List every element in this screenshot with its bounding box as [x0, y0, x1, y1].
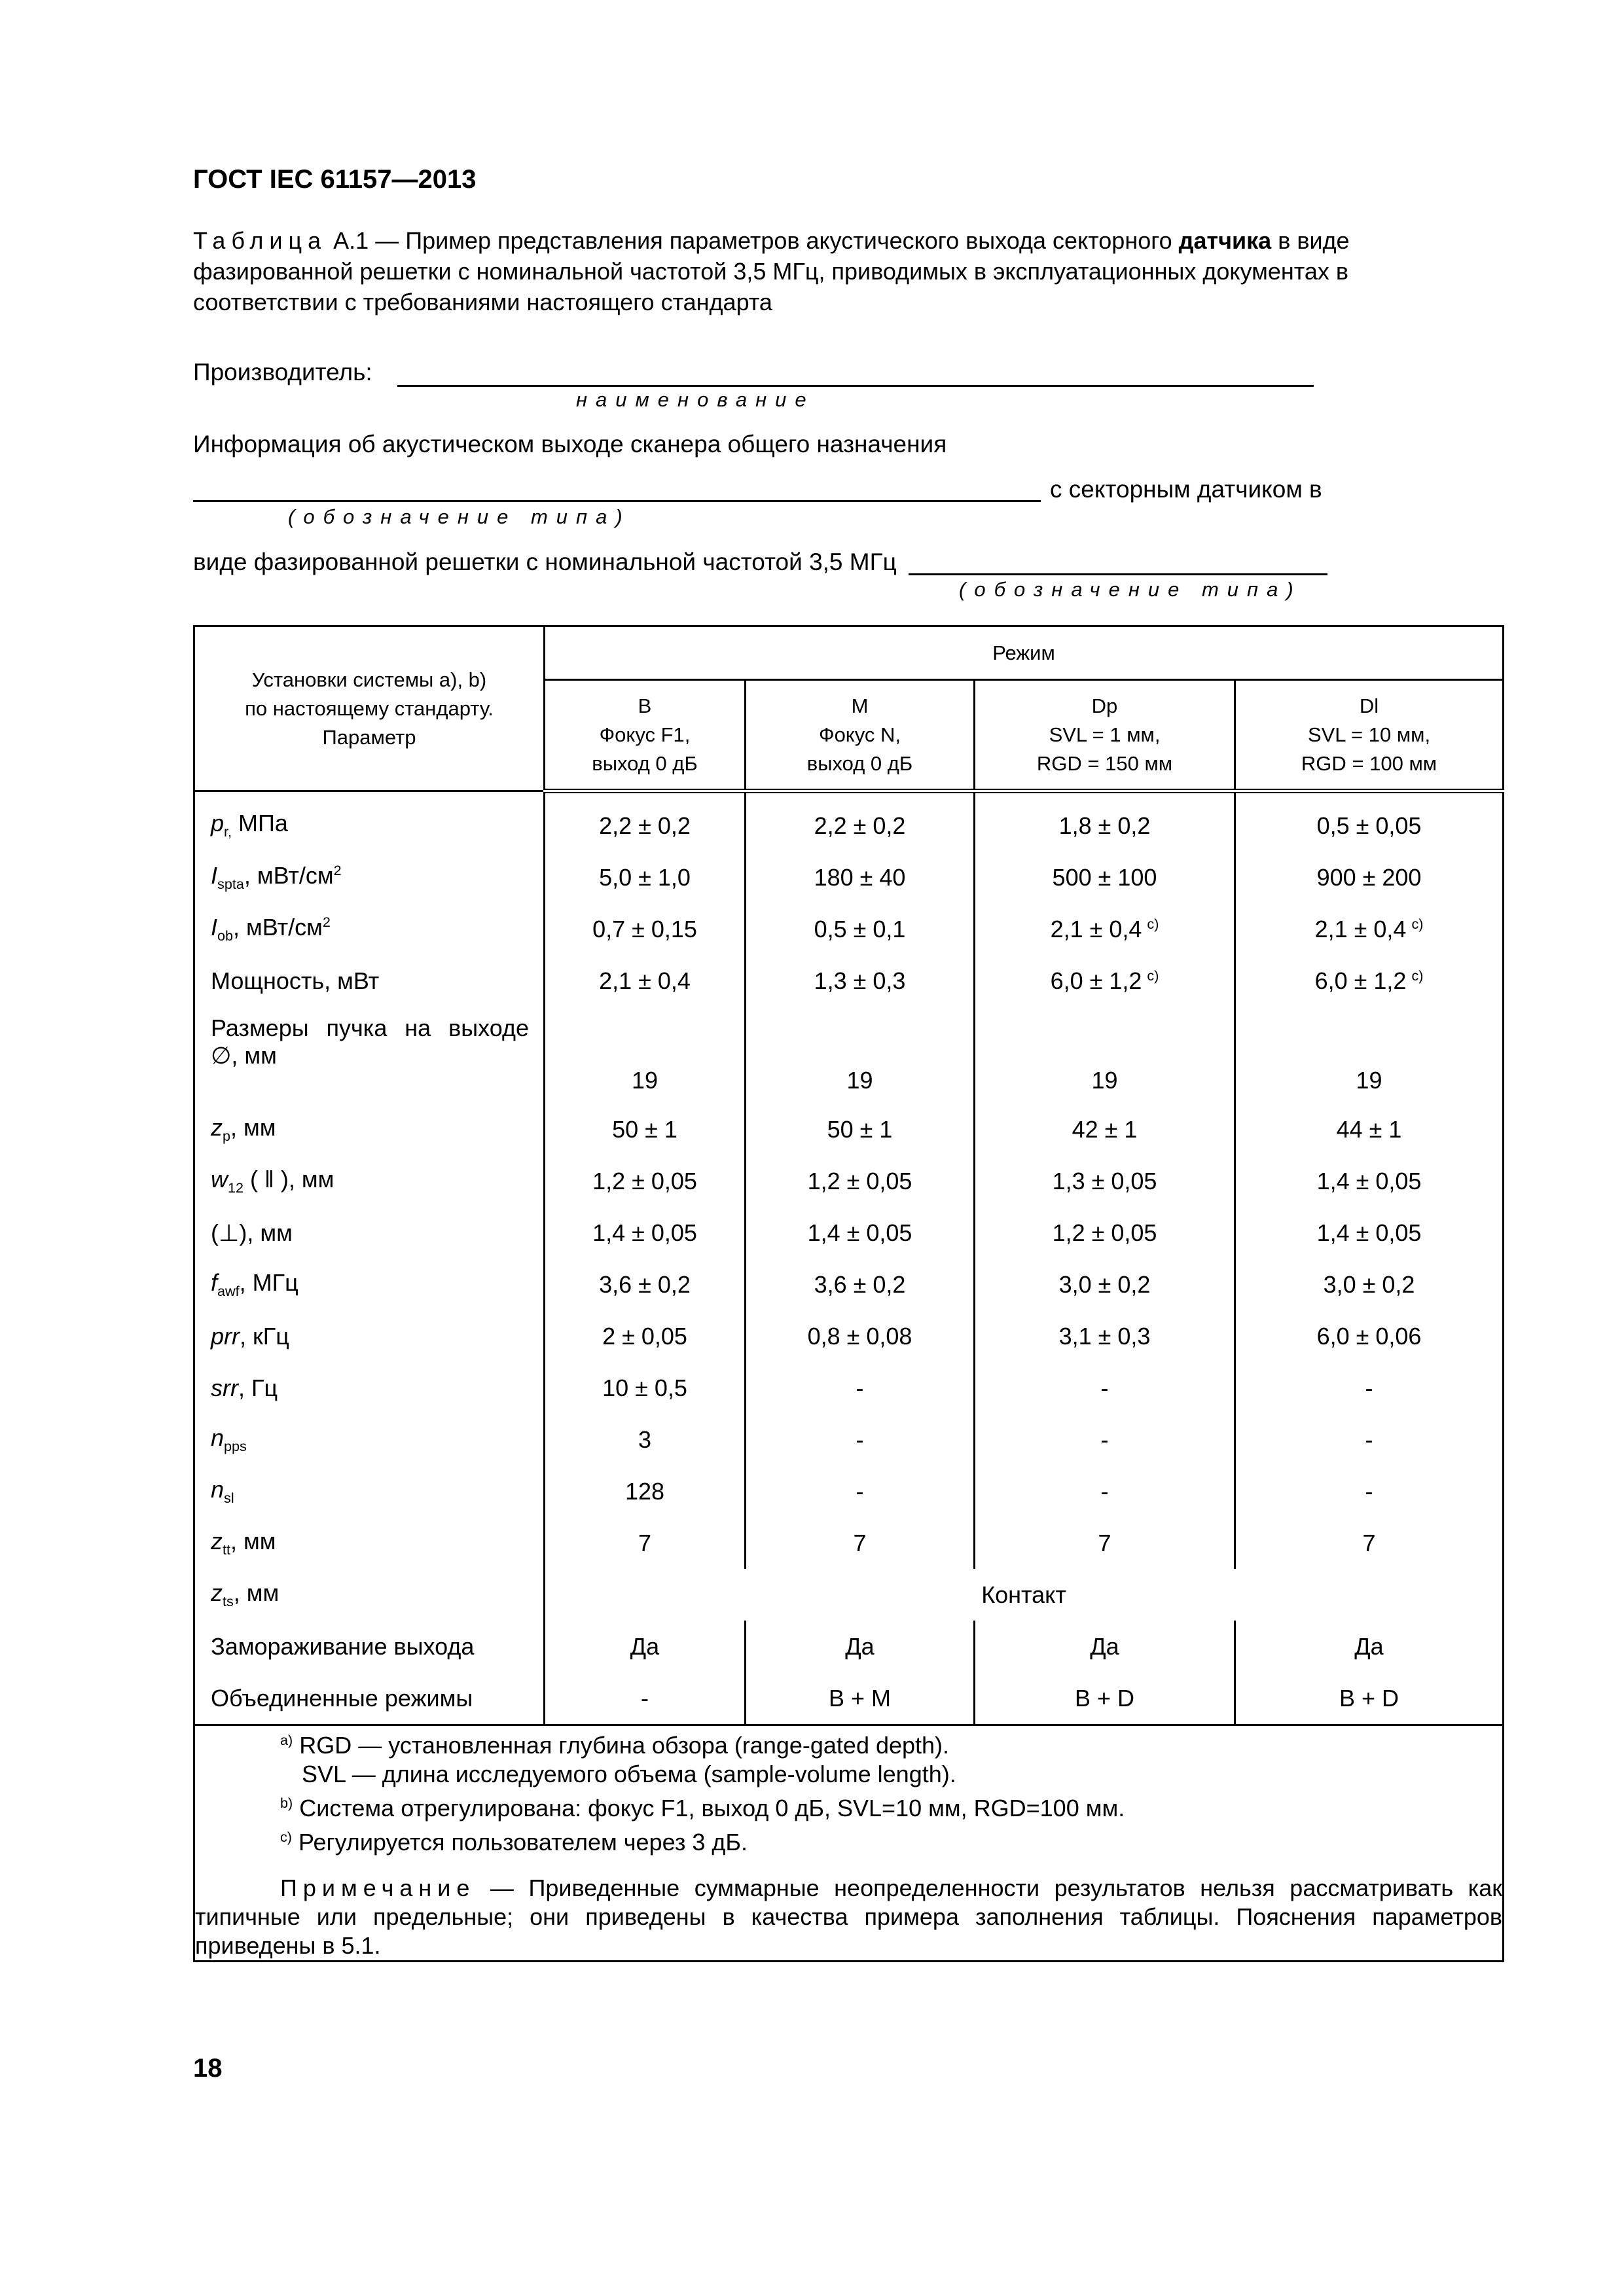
param-cell [194, 1621, 545, 1672]
param-part: awf [217, 1283, 240, 1300]
value-cell [545, 1259, 746, 1310]
value-text: 0,8 ± 0,08 [807, 1322, 912, 1350]
param-part: I [211, 861, 218, 889]
param-part: srr [211, 1374, 238, 1401]
mode-line: SVL = 10 мм, [1307, 723, 1431, 746]
footnote-mark: c) [280, 1829, 292, 1845]
value-text: 2,1 ± 0,4 [1050, 915, 1142, 942]
param-cell [194, 791, 545, 852]
value-text: 19 [1091, 1067, 1118, 1094]
footnote-b [195, 1789, 1502, 1823]
value-text: Да [1354, 1632, 1384, 1660]
param-part: (⊥), мм [211, 1219, 293, 1246]
value-cell [975, 852, 1235, 903]
value-cell [545, 791, 746, 852]
value-cell [746, 1414, 975, 1465]
value-cell [545, 1103, 746, 1155]
value-cell [975, 1414, 1235, 1465]
header-row-1 [194, 626, 1504, 680]
param-part: spta [217, 876, 244, 893]
param-cell [194, 1103, 545, 1155]
param-part: w [211, 1165, 228, 1193]
value-text: 44 ± 1 [1336, 1115, 1402, 1143]
param-part: p [223, 1128, 231, 1145]
table-row [194, 1621, 1504, 1672]
value-text: 19 [631, 1067, 659, 1094]
note-label: Примечание [280, 1874, 476, 1901]
value-cell [545, 1621, 746, 1672]
mode-header: Режим [545, 626, 1504, 680]
param-part: ∅, мм [211, 1042, 277, 1069]
type-blank-1[interactable] [193, 500, 1041, 502]
value-cell [975, 1672, 1235, 1725]
value-cell [746, 1103, 975, 1155]
table-row [194, 1465, 1504, 1517]
value-text: 1,3 ± 0,05 [1052, 1167, 1157, 1194]
footnote-ref: c) [1147, 967, 1159, 984]
value-text: 1,3 ± 0,3 [814, 967, 906, 994]
value-cell [975, 1310, 1235, 1362]
value-cell [1235, 1517, 1504, 1569]
value-text: 3,0 ± 0,2 [1058, 1270, 1151, 1298]
value-text: 2,1 ± 0,4 [599, 967, 691, 994]
mode-m-header [746, 680, 975, 791]
value-cell [545, 1007, 746, 1103]
param-cell [194, 955, 545, 1007]
value-cell [1235, 1672, 1504, 1725]
footnote-a2: SVL — длина исследуемого объема (sample-volume length). [302, 1761, 956, 1787]
table-row [194, 1310, 1504, 1362]
value-cell [746, 1465, 975, 1517]
value-cell [1235, 955, 1504, 1007]
param-part: n [211, 1424, 225, 1451]
param-part: , мВт/см [233, 913, 323, 941]
mode-line: Dl [1359, 694, 1379, 717]
param-cell [194, 1259, 545, 1310]
value-cell [746, 1259, 975, 1310]
param-part: f [211, 1268, 218, 1296]
value-cell [975, 1007, 1235, 1103]
footnote-c [195, 1823, 1502, 1857]
table-row [194, 1414, 1504, 1465]
table-row [194, 955, 1504, 1007]
value-text: 10 ± 0,5 [602, 1374, 687, 1401]
sector-text: с секторным датчиком в [1050, 476, 1322, 503]
value-cell [545, 1465, 746, 1517]
value-cell [1235, 1103, 1504, 1155]
param-part: ob [217, 927, 234, 944]
mode-line: RGD = 100 мм [1301, 751, 1437, 775]
value-text: - [1365, 1426, 1373, 1453]
table-row [194, 1103, 1504, 1155]
param-cell [194, 1007, 545, 1103]
value-cell [975, 1103, 1235, 1155]
param-part: Замораживание выхода [211, 1632, 475, 1660]
value-cell [1235, 852, 1504, 903]
value-text: 5,0 ± 1,0 [599, 863, 691, 891]
mode-line: выход 0 дБ [806, 751, 913, 775]
param-cell [194, 1414, 545, 1465]
value-text: 180 ± 40 [814, 863, 906, 891]
value-text: - [641, 1684, 649, 1712]
footnote-ref: c) [1411, 915, 1424, 932]
mode-line: RGD = 150 мм [1036, 751, 1173, 775]
value-text: 1,2 ± 0,05 [807, 1167, 912, 1194]
value-cell [746, 1517, 975, 1569]
value-text: 1,2 ± 0,05 [1052, 1219, 1157, 1246]
param-part: prr [211, 1322, 240, 1350]
value-text: - [1365, 1477, 1373, 1505]
value-text: 7 [638, 1529, 652, 1556]
value-cell [746, 903, 975, 955]
type-hint-2: (обозначение типа) [959, 578, 1302, 601]
type-hint-1: (обозначение типа) [288, 505, 631, 528]
info-line: Информация об акустическом выходе сканера общего назначения [193, 431, 947, 457]
table-row [194, 791, 1504, 852]
value-cell [746, 1310, 975, 1362]
manufacturer-hint: наименование [576, 388, 815, 411]
param-part: , мм [230, 1527, 276, 1554]
value-cell [1235, 1414, 1504, 1465]
value-cell [746, 1621, 975, 1672]
value-text: 1,4 ± 0,05 [807, 1219, 912, 1246]
table-row [194, 1007, 1504, 1103]
param-header-line: Установки системы a), b) [251, 668, 487, 691]
table-row [194, 1362, 1504, 1414]
value-text: Да [1090, 1632, 1119, 1660]
param-part: , Гц [238, 1374, 278, 1401]
standard-designation: ГОСТ IEC 61157—2013 [193, 165, 477, 194]
value-text: 2 ± 0,05 [602, 1322, 687, 1350]
value-cell [746, 852, 975, 903]
value-text: 1,4 ± 0,05 [592, 1219, 697, 1246]
param-cell [194, 1155, 545, 1207]
footnote-ref: c) [1411, 967, 1424, 984]
value-text: 3,1 ± 0,3 [1058, 1322, 1151, 1350]
value-text: - [856, 1426, 864, 1453]
value-text: 3,6 ± 0,2 [814, 1270, 906, 1298]
param-header-line: Параметр [322, 725, 416, 749]
param-part: МПа [232, 809, 288, 836]
value-cell [1235, 1465, 1504, 1517]
value-cell [1235, 1155, 1504, 1207]
value-text: 2,2 ± 0,2 [599, 812, 691, 839]
value-cell [975, 1517, 1235, 1569]
param-part: ts [223, 1593, 234, 1610]
param-part: I [211, 913, 218, 941]
param-cell [194, 1672, 545, 1725]
value-cell [746, 1007, 975, 1103]
param-part: z [211, 1113, 223, 1141]
value-cell [1235, 1007, 1504, 1103]
param-cell [194, 852, 545, 903]
value-text: 19 [846, 1067, 873, 1094]
value-cell [545, 1362, 746, 1414]
value-cell [975, 1621, 1235, 1672]
caption-label: Таблица [193, 227, 327, 254]
value-text: B + M [828, 1684, 892, 1712]
caption-text-pre: — Пример представления параметров акустического выхода секторного [369, 227, 1179, 254]
param-part: , МГц [239, 1268, 298, 1296]
value-cell [545, 1310, 746, 1362]
mode-line: M [851, 694, 869, 717]
mode-line: B [638, 694, 652, 717]
param-part: ( ‖ ), мм [244, 1165, 334, 1193]
param-cell [194, 1517, 545, 1569]
table-note [195, 1874, 1502, 1960]
param-part: , мм [230, 1113, 276, 1141]
value-cell [975, 1155, 1235, 1207]
value-text: 19 [1356, 1067, 1382, 1094]
value-cell [746, 955, 975, 1007]
param-part: , кГц [240, 1322, 289, 1350]
value-text: - [1100, 1374, 1109, 1401]
param-part: p [211, 809, 225, 836]
footnote-text: Система отрегулирована: фокус F1, выход 0 дБ, SVL=10 мм, RGD=100 мм. [299, 1795, 1125, 1821]
footnote-a [195, 1726, 1502, 1760]
footnote-text: Регулируется пользователем через 3 дБ. [298, 1829, 748, 1856]
footnote-ref: c) [1147, 915, 1159, 932]
param-part: z [211, 1527, 223, 1554]
param-part: 12 [228, 1179, 244, 1196]
value-text: - [1365, 1374, 1373, 1401]
param-part: , мВт/см [244, 861, 334, 889]
value-text: 50 ± 1 [827, 1115, 893, 1143]
value-text: 3,6 ± 0,2 [599, 1270, 691, 1298]
param-part: Объединенные режимы [211, 1684, 473, 1712]
value-text: 1,2 ± 0,05 [592, 1167, 697, 1194]
value-cell [746, 1672, 975, 1725]
param-part: pps [224, 1438, 247, 1455]
value-text: 128 [624, 1477, 665, 1505]
param-cell [194, 1465, 545, 1517]
footnote-text: RGD — установленная глубина обзора (range-gated depth). [299, 1732, 950, 1759]
manufacturer-blank[interactable] [397, 385, 1314, 387]
mode-line: SVL = 1 мм, [1049, 723, 1161, 746]
mode-line: Фокус F1, [599, 723, 691, 746]
value-cell [1235, 1259, 1504, 1310]
value-cell [746, 1362, 975, 1414]
value-text: 500 ± 100 [1052, 863, 1157, 891]
notes-cell [194, 1725, 1504, 1962]
type-blank-2[interactable] [909, 573, 1327, 575]
table-row [194, 1259, 1504, 1310]
param-header-line: по настоящему стандарту. [245, 696, 494, 720]
value-cell [545, 1672, 746, 1725]
value-cell [975, 955, 1235, 1007]
value-cell [545, 1207, 746, 1259]
value-text: 42 ± 1 [1072, 1115, 1138, 1143]
value-cell [1235, 1207, 1504, 1259]
param-part: Мощность, мВт [211, 967, 380, 994]
value-text: - [1100, 1477, 1109, 1505]
value-cell [1235, 903, 1504, 955]
value-cell [545, 852, 746, 903]
mode-b-header [545, 680, 746, 791]
table-row [194, 903, 1504, 955]
mode-line: выход 0 дБ [592, 751, 698, 775]
param-part: Размеры пучка на выходе [211, 1014, 529, 1041]
param-cell [194, 1310, 545, 1362]
param-part: 2 [322, 913, 331, 930]
value-text: 1,4 ± 0,05 [1316, 1167, 1422, 1194]
mode-dp-header [975, 680, 1235, 791]
value-text: B + D [1339, 1684, 1399, 1712]
value-text: 6,0 ± 1,2 [1314, 967, 1407, 994]
param-cell [194, 903, 545, 955]
value-cell [1235, 1362, 1504, 1414]
value-text: B + D [1074, 1684, 1135, 1712]
value-cell [545, 1414, 746, 1465]
phased-text: виде фазированной решетки с номинальной частотой 3,5 МГц [193, 548, 897, 575]
page-number: 18 [193, 2054, 223, 2083]
param-part: , мм [233, 1579, 280, 1606]
caption-text-post: в виде фазированной решетки с номинальной частотой 3,5 МГц, приводимых в эксплуатационных документах в соответствии с требованиями настоящего стандарта [193, 227, 1350, 315]
param-cell [194, 1207, 545, 1259]
value-text: 50 ± 1 [612, 1115, 677, 1143]
value-cell [545, 955, 746, 1007]
value-text: 6,0 ± 0,06 [1316, 1322, 1422, 1350]
value-text: Да [845, 1632, 875, 1660]
value-cell [545, 903, 746, 955]
value-text: 6,0 ± 1,2 [1050, 967, 1142, 994]
value-text: 900 ± 200 [1316, 863, 1422, 891]
mode-dl-header [1235, 680, 1504, 791]
table-row [194, 1569, 1504, 1621]
table-row [194, 1672, 1504, 1725]
value-cell [545, 1155, 746, 1207]
value-text: 0,5 ± 0,05 [1316, 812, 1422, 839]
value-cell [975, 1465, 1235, 1517]
manufacturer-label: Производитель: [193, 359, 372, 386]
value-text: 1,4 ± 0,05 [1316, 1219, 1422, 1246]
value-text: - [856, 1477, 864, 1505]
param-part: 2 [333, 861, 342, 878]
mode-line: Dp [1091, 694, 1118, 717]
value-text: 7 [1098, 1529, 1111, 1556]
note-text: — Приведенные суммарные неопределенности результатов нельзя рассматривать как типичные или предельные; они приведены в качества примера заполнения таблицы. Пояснения параметров приведены в 5.1. [195, 1874, 1503, 1959]
param-part: sl [224, 1490, 234, 1507]
value-cell [1235, 1310, 1504, 1362]
value-cell [975, 1362, 1235, 1414]
notes-row [194, 1725, 1504, 1962]
value-cell [975, 791, 1235, 852]
value-text: 3 [638, 1426, 652, 1453]
value-text: 2,1 ± 0,4 [1314, 915, 1407, 942]
value-text: 0,7 ± 0,15 [592, 915, 697, 942]
table-caption [193, 225, 1499, 317]
value-cell [746, 791, 975, 852]
value-cell [746, 1155, 975, 1207]
value-cell [545, 1517, 746, 1569]
table-row [194, 852, 1504, 903]
value-cell [975, 903, 1235, 955]
value-text: - [856, 1374, 864, 1401]
mode-line: Фокус N, [819, 723, 901, 746]
value-cell [975, 1207, 1235, 1259]
param-cell [194, 1569, 545, 1621]
param-part: tt [223, 1541, 230, 1558]
acoustic-output-table [193, 625, 1504, 1962]
param-part: n [211, 1475, 225, 1503]
value-cell [746, 1207, 975, 1259]
value-cell [1235, 1621, 1504, 1672]
value-text: - [1100, 1426, 1109, 1453]
value-cell [1235, 791, 1504, 852]
value-text: 1,8 ± 0,2 [1058, 812, 1151, 839]
caption-number: А.1 [333, 227, 369, 254]
param-cell [194, 1362, 545, 1414]
table-row [194, 1517, 1504, 1569]
footnote-mark: b) [280, 1795, 293, 1811]
footnote-mark: a) [280, 1732, 293, 1748]
value-text: 7 [1362, 1529, 1376, 1556]
param-header [194, 626, 545, 791]
caption-text-bold: датчика [1178, 227, 1272, 254]
value-text: 2,2 ± 0,2 [814, 812, 906, 839]
value-text: 3,0 ± 0,2 [1323, 1270, 1415, 1298]
value-cell [975, 1259, 1235, 1310]
value-text: Да [630, 1632, 660, 1660]
table-row [194, 1155, 1504, 1207]
param-part: r, [224, 823, 232, 840]
table-row [194, 1207, 1504, 1259]
param-part: z [211, 1579, 223, 1606]
value-cell-merged: Контакт [545, 1569, 1504, 1621]
value-text: 0,5 ± 0,1 [814, 915, 906, 942]
value-text: 7 [853, 1529, 867, 1556]
